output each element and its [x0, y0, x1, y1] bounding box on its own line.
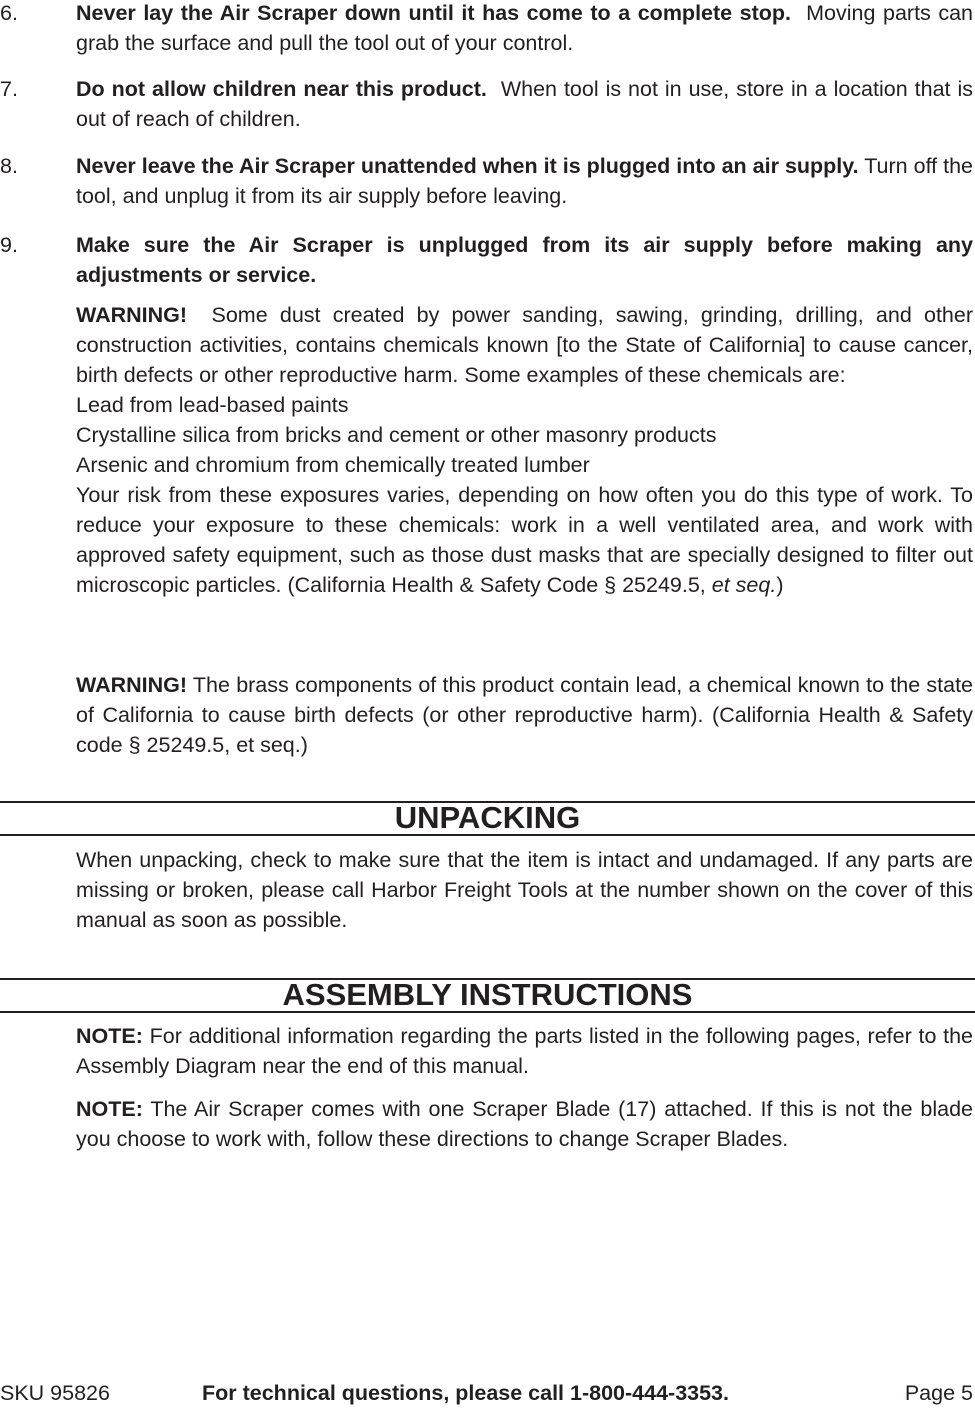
footer-page-number: Page 5 [904, 1381, 973, 1405]
section-rule-bottom [0, 834, 975, 836]
item-text: Moving parts can grab the surface and pull the tool out of your control. [76, 1, 974, 55]
item-text: Turn off the tool, and unplug it from its air supply before leaving. [76, 154, 973, 208]
chemical-list-item: Lead from lead-based paints [76, 393, 349, 417]
item-number: 6. [0, 1, 18, 25]
footer-sku: SKU 95826 [0, 1381, 110, 1405]
item-heading: Never leave the Air Scraper unattended when it is plugged into an air supply. [76, 154, 859, 178]
chemical-list-item: Crystalline silica from bricks and cement or other masonry products [76, 423, 717, 447]
chemical-list-item: Arsenic and chromium from chemically treated lumber [76, 453, 590, 477]
note-label: NOTE: [76, 1024, 143, 1048]
risk-end: ) [776, 573, 784, 597]
item-heading: Never lay the Air Scraper down until it has come to a complete stop. [76, 1, 792, 25]
note-text: For additional information regarding the parts listed in the following pages, refer to the Assembly Diagram near the end of this manual. [76, 1024, 973, 1078]
warning-text: The brass components of this product contain lead, a chemical known to the state of California to cause birth defects (or other reproductive harm). (California Health & Safety code § 25249.5, et seq.) [76, 673, 973, 757]
warning-prop65-lead [76, 670, 973, 760]
item-number: 7. [0, 77, 18, 101]
warning-prop65-dust [76, 300, 973, 600]
item-number: 9. [0, 233, 18, 257]
item-heading: Do not allow children near this product. [76, 77, 487, 101]
warning-label: WARNING! [76, 303, 188, 327]
assembly-note-1 [76, 1021, 973, 1081]
section-title-unpacking: UNPACKING [394, 800, 581, 835]
item-number: 8. [0, 154, 18, 178]
unpacking-text: When unpacking, check to make sure that the item is intact and undamaged. If any parts are missing or broken, please call Harbor Freight Tools at the number shown on the cover of this manual as soon as possible. [76, 848, 973, 932]
note-text: The Air Scraper comes with one Scraper Blade (17) attached. If this is not the blade you choose to work with, follow these directions to change Scraper Blades. [76, 1097, 973, 1151]
warning-label: WARNING! [76, 673, 188, 697]
section-rule-bottom [0, 1011, 975, 1013]
section-title-assembly: ASSEMBLY INSTRUCTIONS [282, 977, 693, 1012]
footer-support: For technical questions, please call 1-800-444-3353. [202, 1381, 729, 1405]
unpacking-paragraph [76, 845, 973, 935]
risk-text: Your risk from these exposures varies, depending on how often you do this type of work. To reduce your exposure to these chemicals: work in a well ventilated area, and work with approved safety equipment, such as those dust masks that are specially designed to filter out microscopic particles. (California Health & Safety Code § 25249.5, [76, 483, 973, 597]
warning-text: Some dust created by power sanding, sawing, grinding, drilling, and other construction activities, contains chemicals known [to the State of California] to cause cancer, birth defects or other reproductive harm. Some examples of these chemicals are: [76, 303, 973, 387]
item-text: When tool is not in use, store in a location that is out of reach of children. [76, 77, 973, 131]
risk-italic: et seq. [711, 573, 777, 597]
item-heading: Make sure the Air Scraper is unplugged from its air supply before making any adjustments or service. [76, 233, 973, 287]
note-label: NOTE: [76, 1097, 143, 1121]
assembly-note-2 [76, 1094, 973, 1154]
